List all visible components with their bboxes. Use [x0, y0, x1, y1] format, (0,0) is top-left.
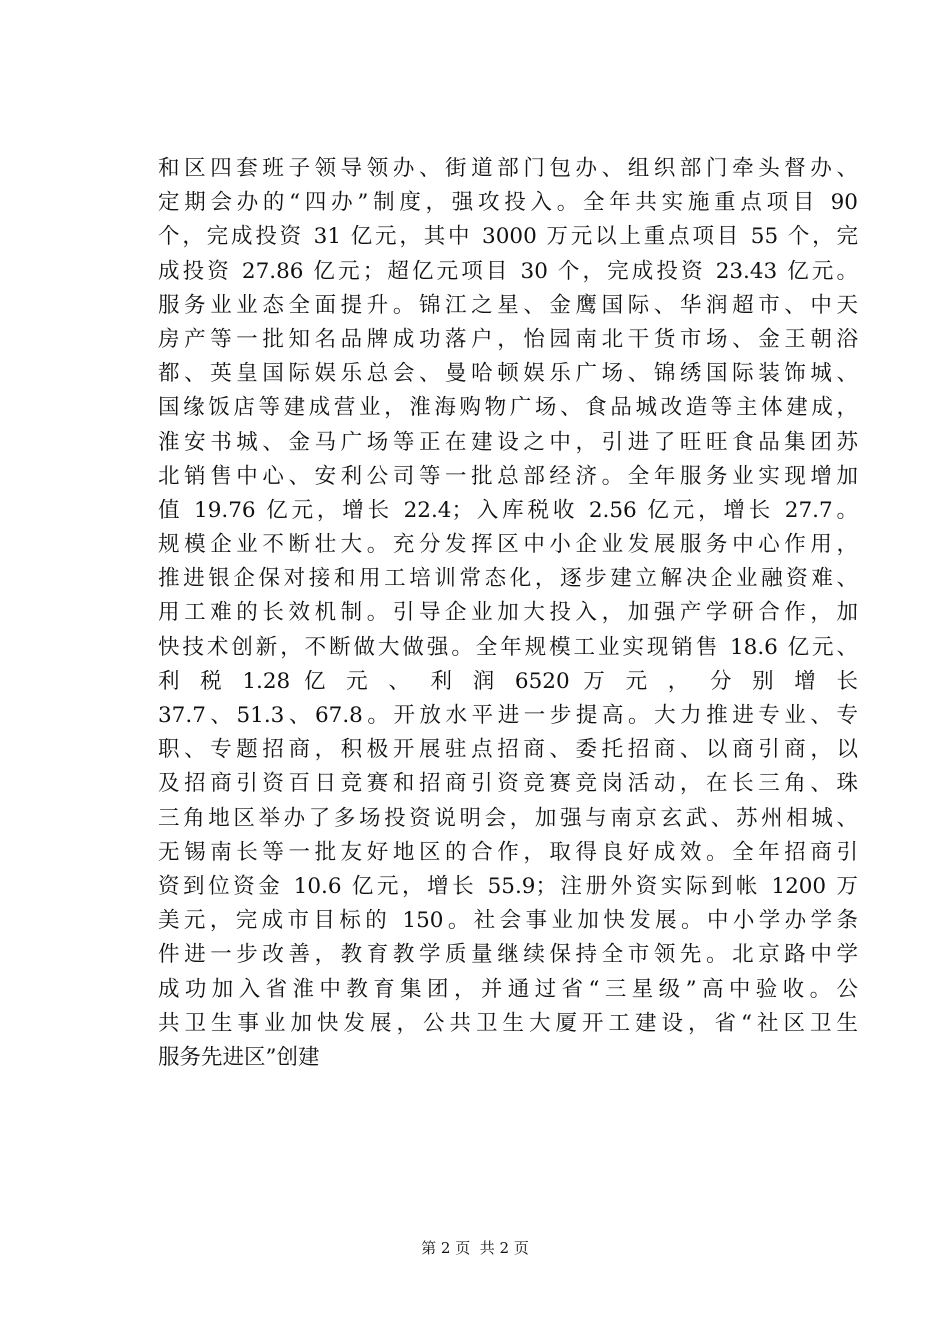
text-line: 规模企业不断壮大。充分发挥区中小企业发展服务中心作用， [158, 532, 858, 558]
text-line: 37.7、51.3、67.8。开放水平进一步提高。大力推进专业、专 [158, 703, 858, 728]
text-line: 国缘饭店等建成营业，淮海购物广场、食品城改造等主体建成， [158, 395, 858, 421]
text-line: 成功加入省淮中教育集团，并通过省“三星级”高中验收。公 [158, 976, 858, 1002]
text-line: 利 税 1.28 亿 元 、 利 润 6520 万 元 ， 分 别 增 长 [158, 668, 858, 694]
text-line: 三角地区举办了多场投资说明会，加强与南京玄武、苏州相城、 [158, 805, 858, 831]
text-line: 件进一步改善，教育教学质量继续保持全市领先。北京路中学 [158, 942, 858, 968]
text-line: 共卫生事业加快发展，公共卫生大厦开工建设，省“社区卫生 [158, 1010, 858, 1036]
text-line: 用工难的长效机制。引导企业加大投入，加强产学研合作，加 [158, 600, 858, 626]
text-line: 北销售中心、安利公司等一批总部经济。全年服务业实现增加 [158, 463, 858, 489]
text-line: 都、英皇国际娱乐总会、曼哈顿娱乐广场、锦绣国际装饰城、 [158, 361, 858, 387]
text-line-last: 服务先进区”创建 [158, 1044, 320, 1070]
text-line: 个，完成投资 31 亿元，其中 3000 万元以上重点项目 55 个，完 [158, 224, 858, 250]
text-line: 快技术创新，不断做大做强。全年规模工业实现销售 18.6 亿元、 [158, 634, 858, 660]
text-line: 成投资 27.86 亿元；超亿元项目 30 个，完成投资 23.43 亿元。 [158, 258, 858, 284]
text-line: 资到位资金 10.6 亿元，增长 55.9；注册外资实际到帐 1200 万 [158, 873, 858, 899]
text-line: 及招商引资百日竞赛和招商引资竞赛竞岗活动，在长三角、珠 [158, 771, 858, 797]
body-paragraph [158, 152, 858, 1075]
text-line: 职、专题招商，积极开展驻点招商、委托招商、以商引商，以 [158, 737, 858, 763]
page-footer [0, 1238, 950, 1258]
text-line: 值 19.76 亿元，增长 22.4；入库税收 2.56 亿元，增长 27.7。 [158, 497, 858, 523]
text-line: 美元，完成市目标的 150。社会事业加快发展。中小学办学条 [158, 908, 858, 934]
page-number-label: 第 2 页 共 2 页 [421, 1239, 529, 1257]
text-line: 淮安书城、金马广场等正在建设之中，引进了旺旺食品集团苏 [158, 429, 858, 455]
text-line: 服务业业态全面提升。锦江之星、金鹰国际、华润超市、中天 [158, 292, 858, 318]
text-line: 无锡南长等一批友好地区的合作，取得良好成效。全年招商引 [158, 839, 858, 865]
text-line: 推进银企保对接和用工培训常态化，逐步建立解决企业融资难、 [158, 566, 858, 592]
text-line: 和区四套班子领导领办、街道部门包办、组织部门牵头督办、 [158, 156, 858, 181]
text-line: 房产等一批知名品牌成功落户，怡园南北干货市场、金王朝浴 [158, 326, 858, 352]
text-line: 定期会办的“四办”制度，强攻投入。全年共实施重点项目 90 [158, 190, 858, 216]
